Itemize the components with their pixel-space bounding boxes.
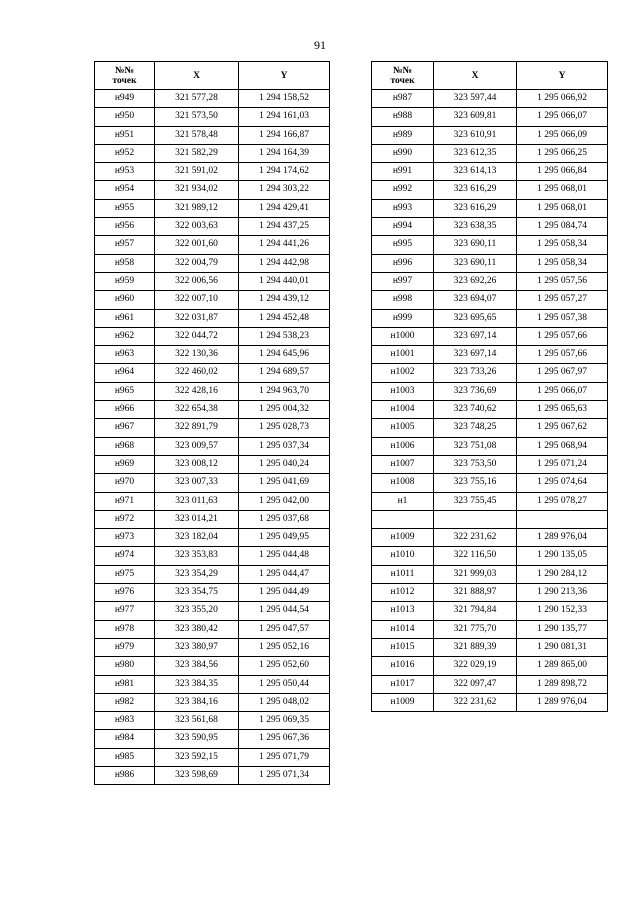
x-cell: 321 989,12: [155, 199, 239, 217]
table-row: [95, 144, 330, 162]
x-cell: 323 697,14: [434, 327, 517, 345]
table-row: [95, 730, 330, 748]
table-row: [95, 181, 330, 199]
point-number-cell: н996: [372, 254, 434, 272]
point-number-cell: н1017: [372, 675, 434, 693]
table-row: [372, 236, 608, 254]
table-row: [95, 254, 330, 272]
table-row: [372, 620, 608, 638]
table-row: [372, 547, 608, 565]
table-body-left: [95, 90, 330, 785]
y-cell: 1 289 898,72: [517, 675, 608, 693]
point-number-cell: н950: [95, 108, 155, 126]
x-cell: 323 354,29: [155, 565, 239, 583]
y-cell: 1 295 047,57: [239, 620, 330, 638]
point-number-cell: н971: [95, 492, 155, 510]
y-cell: 1 290 213,36: [517, 584, 608, 602]
point-number-cell: н989: [372, 126, 434, 144]
table-row: [95, 547, 330, 565]
table-row: [372, 492, 608, 510]
point-number-cell: н1010: [372, 547, 434, 565]
point-number-cell: н1000: [372, 327, 434, 345]
table-row: [95, 401, 330, 419]
y-cell: 1 295 071,79: [239, 748, 330, 766]
point-number-cell: н951: [95, 126, 155, 144]
point-number-cell: н957: [95, 236, 155, 254]
y-cell: 1 295 050,44: [239, 675, 330, 693]
x-cell: 323 561,68: [155, 712, 239, 730]
point-number-cell: н1006: [372, 437, 434, 455]
y-cell: 1 295 044,48: [239, 547, 330, 565]
x-cell: 322 044,72: [155, 327, 239, 345]
y-cell: 1 295 066,07: [517, 108, 608, 126]
point-number-cell: н979: [95, 638, 155, 656]
x-cell: 322 029,19: [434, 657, 517, 675]
page-number: 91: [314, 38, 326, 52]
point-number-cell: н994: [372, 218, 434, 236]
point-number-cell: н1013: [372, 602, 434, 620]
y-cell: 1 290 081,31: [517, 638, 608, 656]
x-cell: 323 597,44: [434, 90, 517, 108]
x-cell: 323 733,26: [434, 364, 517, 382]
table-row: [372, 401, 608, 419]
point-number-cell: н981: [95, 675, 155, 693]
x-cell: 322 006,56: [155, 272, 239, 290]
y-cell: 1 289 976,04: [517, 529, 608, 547]
table-row: [372, 364, 608, 382]
y-cell: 1 295 074,64: [517, 474, 608, 492]
table-row: [372, 510, 608, 528]
point-number-cell: н987: [372, 90, 434, 108]
x-cell: 323 753,50: [434, 455, 517, 473]
table-row: [95, 419, 330, 437]
table-row: [95, 382, 330, 400]
y-cell: 1 295 066,25: [517, 144, 608, 162]
point-number-cell: н1001: [372, 346, 434, 364]
table-row: [95, 272, 330, 290]
x-cell: 323 736,69: [434, 382, 517, 400]
y-cell: 1 295 058,34: [517, 254, 608, 272]
point-number-cell: н1014: [372, 620, 434, 638]
x-cell: 323 590,95: [155, 730, 239, 748]
table-row: [372, 272, 608, 290]
table-body-right: [372, 90, 608, 712]
x-cell: 321 582,29: [155, 144, 239, 162]
table-row: [95, 565, 330, 583]
point-number-cell: н977: [95, 602, 155, 620]
y-cell: 1 295 044,49: [239, 584, 330, 602]
x-cell: 323 353,83: [155, 547, 239, 565]
y-cell: 1 295 084,74: [517, 218, 608, 236]
point-number-cell: н1012: [372, 584, 434, 602]
y-cell: 1 295 004,32: [239, 401, 330, 419]
x-cell: 323 690,11: [434, 236, 517, 254]
table-row: [372, 327, 608, 345]
table-row: [95, 437, 330, 455]
x-cell: 321 999,03: [434, 565, 517, 583]
y-cell: 1 295 052,16: [239, 638, 330, 656]
x-cell: 323 384,16: [155, 693, 239, 711]
point-number-cell: н985: [95, 748, 155, 766]
point-number-cell: н986: [95, 766, 155, 784]
y-cell: 1 295 066,92: [517, 90, 608, 108]
point-number-cell: н965: [95, 382, 155, 400]
y-cell: 1 295 057,56: [517, 272, 608, 290]
y-cell: 1 295 078,27: [517, 492, 608, 510]
x-cell: 322 004,79: [155, 254, 239, 272]
point-number-cell: н992: [372, 181, 434, 199]
x-cell: 323 009,57: [155, 437, 239, 455]
table-row: [95, 474, 330, 492]
y-cell: 1 294 689,57: [239, 364, 330, 382]
table-row: [95, 327, 330, 345]
point-number-cell: н1008: [372, 474, 434, 492]
x-cell: 323 692,26: [434, 272, 517, 290]
y-cell: 1 294 452,48: [239, 309, 330, 327]
table-row: [372, 144, 608, 162]
header-x: X: [434, 62, 517, 90]
x-cell: 323 598,69: [155, 766, 239, 784]
point-number-cell: н988: [372, 108, 434, 126]
table-row: [95, 602, 330, 620]
x-cell: 322 031,87: [155, 309, 239, 327]
y-cell: 1 294 429,41: [239, 199, 330, 217]
point-number-cell: н970: [95, 474, 155, 492]
x-cell: 321 578,48: [155, 126, 239, 144]
y-cell: 1 295 057,66: [517, 346, 608, 364]
coordinates-table-right: [371, 61, 608, 712]
point-number-cell: н983: [95, 712, 155, 730]
point-number-cell: н1003: [372, 382, 434, 400]
table-row: [95, 163, 330, 181]
y-cell: 1 289 865,00: [517, 657, 608, 675]
point-number-cell: н975: [95, 565, 155, 583]
y-cell: [517, 510, 608, 528]
y-cell: 1 295 069,35: [239, 712, 330, 730]
y-cell: 1 294 963,70: [239, 382, 330, 400]
table-row: [95, 90, 330, 108]
y-cell: 1 295 048,02: [239, 693, 330, 711]
table-row: [372, 657, 608, 675]
y-cell: 1 294 164,39: [239, 144, 330, 162]
y-cell: 1 295 065,63: [517, 401, 608, 419]
point-number-cell: н990: [372, 144, 434, 162]
x-cell: 323 695,65: [434, 309, 517, 327]
x-cell: 322 231,62: [434, 529, 517, 547]
x-cell: [434, 510, 517, 528]
point-number-cell: н960: [95, 291, 155, 309]
table-row: [372, 693, 608, 711]
point-number-cell: н953: [95, 163, 155, 181]
x-cell: 322 007,10: [155, 291, 239, 309]
x-cell: 321 794,84: [434, 602, 517, 620]
point-number-cell: н952: [95, 144, 155, 162]
point-number-cell: н961: [95, 309, 155, 327]
y-cell: 1 295 044,54: [239, 602, 330, 620]
table-row: [372, 90, 608, 108]
x-cell: 322 231,62: [434, 693, 517, 711]
point-number-cell: н1009: [372, 529, 434, 547]
y-cell: 1 295 068,01: [517, 181, 608, 199]
x-cell: 323 610,91: [434, 126, 517, 144]
x-cell: 322 097,47: [434, 675, 517, 693]
table-row: [372, 675, 608, 693]
header-x: X: [155, 62, 239, 90]
table-row: [372, 181, 608, 199]
x-cell: 323 694,07: [434, 291, 517, 309]
point-number-cell: н973: [95, 529, 155, 547]
table-row: [95, 364, 330, 382]
x-cell: 323 384,56: [155, 657, 239, 675]
point-number-cell: н1015: [372, 638, 434, 656]
x-cell: 321 591,02: [155, 163, 239, 181]
y-cell: 1 295 067,36: [239, 730, 330, 748]
point-number-cell: [372, 510, 434, 528]
point-number-cell: н1007: [372, 455, 434, 473]
table-row: [95, 309, 330, 327]
point-number-cell: н1016: [372, 657, 434, 675]
table-row: [95, 108, 330, 126]
y-cell: 1 295 058,34: [517, 236, 608, 254]
y-cell: 1 294 174,62: [239, 163, 330, 181]
table-row: [372, 638, 608, 656]
y-cell: 1 295 057,27: [517, 291, 608, 309]
x-cell: 323 007,33: [155, 474, 239, 492]
header-point-number: №№ точек: [95, 62, 155, 90]
point-number-cell: н966: [95, 401, 155, 419]
point-number-cell: н984: [95, 730, 155, 748]
y-cell: 1 295 067,62: [517, 419, 608, 437]
x-cell: 323 748,25: [434, 419, 517, 437]
point-number-cell: н1011: [372, 565, 434, 583]
y-cell: 1 294 439,12: [239, 291, 330, 309]
x-cell: 323 751,08: [434, 437, 517, 455]
table-row: [95, 657, 330, 675]
y-cell: 1 295 049,95: [239, 529, 330, 547]
y-cell: 1 294 440,01: [239, 272, 330, 290]
x-cell: 321 889,39: [434, 638, 517, 656]
point-number-cell: н974: [95, 547, 155, 565]
point-number-cell: н956: [95, 218, 155, 236]
y-cell: 1 295 037,68: [239, 510, 330, 528]
header-point-number: №№ точек: [372, 62, 434, 90]
header-y: Y: [239, 62, 330, 90]
x-cell: 323 609,81: [434, 108, 517, 126]
point-number-cell: н954: [95, 181, 155, 199]
point-number-cell: н976: [95, 584, 155, 602]
y-cell: 1 294 158,52: [239, 90, 330, 108]
x-cell: 323 638,35: [434, 218, 517, 236]
point-number-cell: н949: [95, 90, 155, 108]
y-cell: 1 295 066,84: [517, 163, 608, 181]
point-number-cell: н997: [372, 272, 434, 290]
table-row: [95, 236, 330, 254]
y-cell: 1 295 042,00: [239, 492, 330, 510]
y-cell: 1 295 066,09: [517, 126, 608, 144]
x-cell: 322 130,36: [155, 346, 239, 364]
x-cell: 323 014,21: [155, 510, 239, 528]
y-cell: 1 290 284,12: [517, 565, 608, 583]
x-cell: 322 001,60: [155, 236, 239, 254]
x-cell: 323 740,62: [434, 401, 517, 419]
x-cell: 323 380,97: [155, 638, 239, 656]
point-number-cell: н995: [372, 236, 434, 254]
table-row: [372, 529, 608, 547]
table-row: [372, 474, 608, 492]
y-cell: 1 295 040,24: [239, 455, 330, 473]
point-number-cell: н968: [95, 437, 155, 455]
point-number-cell: н1005: [372, 419, 434, 437]
y-cell: 1 294 441,26: [239, 236, 330, 254]
table-row: [372, 108, 608, 126]
table-row: [372, 291, 608, 309]
point-number-cell: н999: [372, 309, 434, 327]
x-cell: 322 460,02: [155, 364, 239, 382]
table-row: [95, 693, 330, 711]
x-cell: 323 697,14: [434, 346, 517, 364]
table-row: [372, 346, 608, 364]
y-cell: 1 294 303,22: [239, 181, 330, 199]
y-cell: 1 295 068,94: [517, 437, 608, 455]
x-cell: 323 616,29: [434, 181, 517, 199]
y-cell: 1 295 041,69: [239, 474, 330, 492]
y-cell: 1 295 057,66: [517, 327, 608, 345]
header-y: Y: [517, 62, 608, 90]
x-cell: 322 428,16: [155, 382, 239, 400]
x-cell: 323 755,16: [434, 474, 517, 492]
point-number-cell: н991: [372, 163, 434, 181]
y-cell: 1 294 538,23: [239, 327, 330, 345]
x-cell: 322 116,50: [434, 547, 517, 565]
table-row: [372, 584, 608, 602]
table-row: [95, 748, 330, 766]
y-cell: 1 290 135,05: [517, 547, 608, 565]
table-row: [95, 199, 330, 217]
y-cell: 1 289 976,04: [517, 693, 608, 711]
table-row: [95, 675, 330, 693]
y-cell: 1 294 166,87: [239, 126, 330, 144]
y-cell: 1 295 068,01: [517, 199, 608, 217]
table-row: [372, 254, 608, 272]
table-row: [372, 309, 608, 327]
point-number-cell: н963: [95, 346, 155, 364]
x-cell: 323 592,15: [155, 748, 239, 766]
table-row: [95, 291, 330, 309]
x-cell: 322 891,79: [155, 419, 239, 437]
table-row: [95, 218, 330, 236]
y-cell: 1 295 071,24: [517, 455, 608, 473]
x-cell: 321 573,50: [155, 108, 239, 126]
y-cell: 1 295 052,60: [239, 657, 330, 675]
y-cell: 1 290 135,77: [517, 620, 608, 638]
x-cell: 322 003,63: [155, 218, 239, 236]
table-row: [95, 510, 330, 528]
x-cell: 323 182,04: [155, 529, 239, 547]
y-cell: 1 295 066,07: [517, 382, 608, 400]
point-number-cell: н1004: [372, 401, 434, 419]
x-cell: 323 008,12: [155, 455, 239, 473]
x-cell: 321 775,70: [434, 620, 517, 638]
table-row: [372, 602, 608, 620]
point-number-cell: н964: [95, 364, 155, 382]
x-cell: 323 612,35: [434, 144, 517, 162]
table-row: [95, 346, 330, 364]
x-cell: 323 384,35: [155, 675, 239, 693]
point-number-cell: н1009: [372, 693, 434, 711]
point-number-cell: н1002: [372, 364, 434, 382]
y-cell: 1 294 437,25: [239, 218, 330, 236]
table-row: [372, 163, 608, 181]
y-cell: 1 295 044,47: [239, 565, 330, 583]
table-row: [95, 529, 330, 547]
point-number-cell: н982: [95, 693, 155, 711]
table-row: [95, 492, 330, 510]
y-cell: 1 295 037,34: [239, 437, 330, 455]
y-cell: 1 294 161,03: [239, 108, 330, 126]
point-number-cell: н958: [95, 254, 155, 272]
x-cell: 323 614,13: [434, 163, 517, 181]
table-row: [95, 620, 330, 638]
table-row: [372, 437, 608, 455]
table-row: [372, 218, 608, 236]
table-row: [372, 199, 608, 217]
x-cell: 323 011,63: [155, 492, 239, 510]
point-number-cell: н980: [95, 657, 155, 675]
x-cell: 321 888,97: [434, 584, 517, 602]
y-cell: 1 295 028,73: [239, 419, 330, 437]
table-row: [95, 126, 330, 144]
x-cell: 323 755,45: [434, 492, 517, 510]
x-cell: 322 654,38: [155, 401, 239, 419]
point-number-cell: н969: [95, 455, 155, 473]
x-cell: 323 690,11: [434, 254, 517, 272]
coordinates-table-left: [94, 61, 330, 785]
point-number-cell: н959: [95, 272, 155, 290]
x-cell: 323 380,42: [155, 620, 239, 638]
point-number-cell: н998: [372, 291, 434, 309]
table-row: [95, 638, 330, 656]
y-cell: 1 295 067,97: [517, 364, 608, 382]
table-row: [95, 584, 330, 602]
y-cell: 1 290 152,33: [517, 602, 608, 620]
point-number-cell: н978: [95, 620, 155, 638]
x-cell: 321 577,28: [155, 90, 239, 108]
point-number-cell: н993: [372, 199, 434, 217]
x-cell: 321 934,02: [155, 181, 239, 199]
point-number-cell: н962: [95, 327, 155, 345]
y-cell: 1 294 442,98: [239, 254, 330, 272]
table-row: [372, 419, 608, 437]
table-row: [95, 766, 330, 784]
y-cell: 1 295 057,38: [517, 309, 608, 327]
table-row: [372, 126, 608, 144]
table-row: [372, 565, 608, 583]
table-row: [372, 455, 608, 473]
y-cell: 1 295 071,34: [239, 766, 330, 784]
table-row: [95, 712, 330, 730]
point-number-cell: н967: [95, 419, 155, 437]
point-number-cell: н1: [372, 492, 434, 510]
point-number-cell: н955: [95, 199, 155, 217]
table-row: [372, 382, 608, 400]
x-cell: 323 616,29: [434, 199, 517, 217]
x-cell: 323 355,20: [155, 602, 239, 620]
table-row: [95, 455, 330, 473]
y-cell: 1 294 645,96: [239, 346, 330, 364]
x-cell: 323 354,75: [155, 584, 239, 602]
point-number-cell: н972: [95, 510, 155, 528]
